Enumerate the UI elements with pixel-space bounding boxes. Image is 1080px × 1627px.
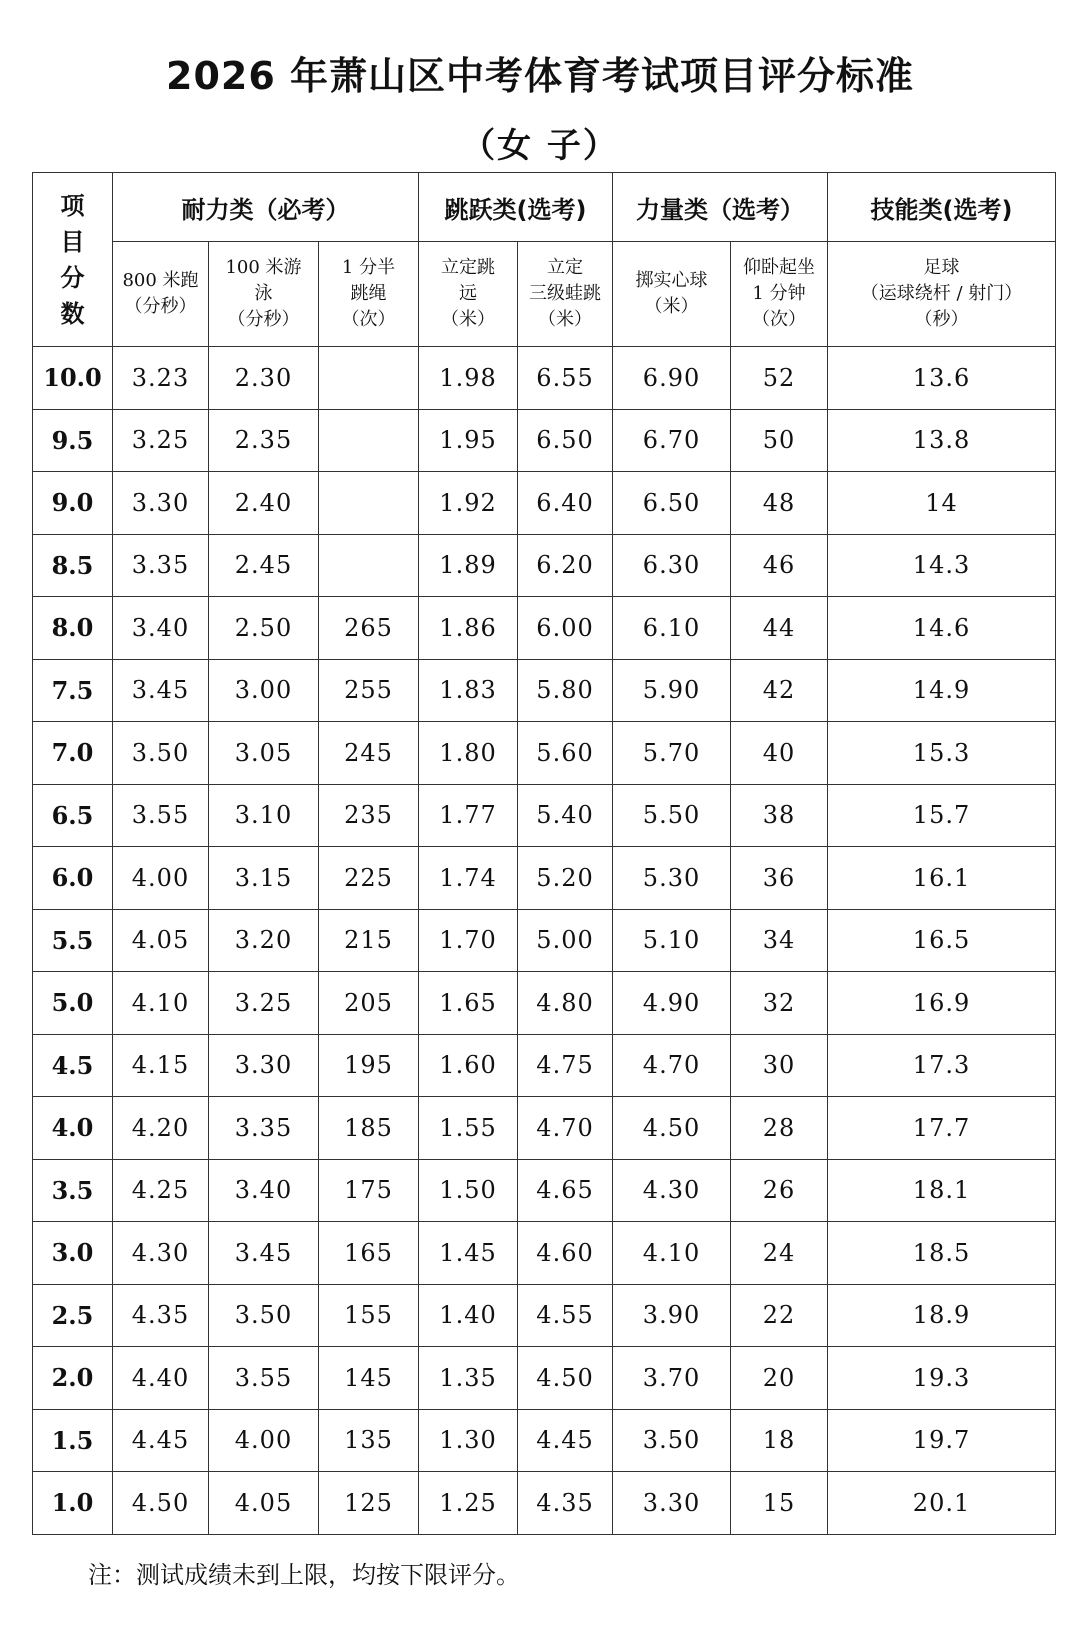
table-cell: 265 xyxy=(319,597,419,660)
header-col-sit-ups: 仰卧起坐 1 分钟 （次） xyxy=(731,242,828,347)
table-cell: 1.98 xyxy=(419,347,518,410)
table-cell: 175 xyxy=(319,1159,419,1222)
table-cell: 4.35 xyxy=(518,1472,613,1535)
row-score: 8.0 xyxy=(33,597,113,660)
row-score: 9.5 xyxy=(33,409,113,472)
table-cell: 3.30 xyxy=(613,1472,731,1535)
table-cell: 3.50 xyxy=(613,1409,731,1472)
row-score: 6.5 xyxy=(33,784,113,847)
row-score: 1.5 xyxy=(33,1409,113,1472)
table-cell: 4.05 xyxy=(113,909,209,972)
table-cell: 5.00 xyxy=(518,909,613,972)
table-cell: 1.80 xyxy=(419,722,518,785)
table-cell: 4.10 xyxy=(613,1222,731,1285)
row-score: 8.5 xyxy=(33,534,113,597)
table-row xyxy=(33,847,1056,910)
row-score: 9.0 xyxy=(33,472,113,535)
header-group-row xyxy=(33,173,1056,242)
table-cell: 3.25 xyxy=(209,972,319,1035)
table-cell: 1.55 xyxy=(419,1097,518,1160)
table-cell: 3.23 xyxy=(113,347,209,410)
table-cell: 205 xyxy=(319,972,419,1035)
table-cell: 6.40 xyxy=(518,472,613,535)
table-cell: 17.7 xyxy=(828,1097,1056,1160)
table-cell: 3.90 xyxy=(613,1284,731,1347)
table-cell: 4.90 xyxy=(613,972,731,1035)
table-cell: 3.10 xyxy=(209,784,319,847)
table-cell: 46 xyxy=(731,534,828,597)
table-cell: 15.3 xyxy=(828,722,1056,785)
table-cell: 14 xyxy=(828,472,1056,535)
table-row xyxy=(33,347,1056,410)
scoring-table xyxy=(32,172,1056,1535)
table-cell: 3.45 xyxy=(113,659,209,722)
table-cell: 16.9 xyxy=(828,972,1056,1035)
table-cell: 16.5 xyxy=(828,909,1056,972)
table-cell: 6.20 xyxy=(518,534,613,597)
table-cell: 15 xyxy=(731,1472,828,1535)
header-column-row xyxy=(33,242,1056,347)
table-cell: 155 xyxy=(319,1284,419,1347)
table-cell: 5.40 xyxy=(518,784,613,847)
table-cell: 6.55 xyxy=(518,347,613,410)
table-cell: 4.60 xyxy=(518,1222,613,1285)
table-row xyxy=(33,722,1056,785)
table-cell: 1.25 xyxy=(419,1472,518,1535)
table-cell: 4.45 xyxy=(518,1409,613,1472)
table-cell: 14.9 xyxy=(828,659,1056,722)
table-cell: 42 xyxy=(731,659,828,722)
table-cell xyxy=(319,347,419,410)
page-subtitle: （女 子） xyxy=(461,126,619,166)
table-cell: 5.10 xyxy=(613,909,731,972)
table-cell: 145 xyxy=(319,1347,419,1410)
table-cell: 1.70 xyxy=(419,909,518,972)
table-cell: 50 xyxy=(731,409,828,472)
table-row xyxy=(33,784,1056,847)
table-cell: 19.3 xyxy=(828,1347,1056,1410)
table-cell: 3.15 xyxy=(209,847,319,910)
table-cell: 255 xyxy=(319,659,419,722)
table-cell: 16.1 xyxy=(828,847,1056,910)
table-cell: 4.00 xyxy=(209,1409,319,1472)
table-row xyxy=(33,1222,1056,1285)
table-row xyxy=(33,1472,1056,1535)
header-col-football: 足球 （运球绕杆 / 射门） （秒） xyxy=(828,242,1056,347)
table-cell: 1.83 xyxy=(419,659,518,722)
row-score: 5.0 xyxy=(33,972,113,1035)
table-cell: 3.55 xyxy=(209,1347,319,1410)
table-row xyxy=(33,1347,1056,1410)
table-cell: 6.30 xyxy=(613,534,731,597)
table-cell: 13.8 xyxy=(828,409,1056,472)
table-cell: 4.50 xyxy=(113,1472,209,1535)
header-col-medicine-ball: 掷实心球 （米） xyxy=(613,242,731,347)
table-cell: 6.00 xyxy=(518,597,613,660)
table-cell: 28 xyxy=(731,1097,828,1160)
table-cell: 3.30 xyxy=(113,472,209,535)
table-cell: 4.50 xyxy=(518,1347,613,1410)
table-cell: 6.70 xyxy=(613,409,731,472)
table-row xyxy=(33,409,1056,472)
table-row xyxy=(33,597,1056,660)
table-cell xyxy=(319,472,419,535)
table-cell: 4.65 xyxy=(518,1159,613,1222)
table-cell: 4.50 xyxy=(613,1097,731,1160)
table-cell: 3.05 xyxy=(209,722,319,785)
table-cell: 1.92 xyxy=(419,472,518,535)
table-cell: 4.40 xyxy=(113,1347,209,1410)
header-col-triple-frog-jump: 立定 三级蛙跳 （米） xyxy=(518,242,613,347)
table-cell: 6.90 xyxy=(613,347,731,410)
table-cell: 18.9 xyxy=(828,1284,1056,1347)
table-cell: 3.70 xyxy=(613,1347,731,1410)
table-cell: 5.30 xyxy=(613,847,731,910)
table-row xyxy=(33,472,1056,535)
table-cell: 3.30 xyxy=(209,1034,319,1097)
table-cell: 4.35 xyxy=(113,1284,209,1347)
header-group-jump: 跳跃类(选考) xyxy=(419,173,613,242)
table-cell: 15.7 xyxy=(828,784,1056,847)
table-cell: 185 xyxy=(319,1097,419,1160)
header-group-skill: 技能类(选考) xyxy=(828,173,1056,242)
header-group-strength: 力量类（选考） xyxy=(613,173,828,242)
table-cell: 30 xyxy=(731,1034,828,1097)
table-row xyxy=(33,1284,1056,1347)
table-cell: 4.00 xyxy=(113,847,209,910)
table-cell: 3.50 xyxy=(209,1284,319,1347)
table-cell: 1.40 xyxy=(419,1284,518,1347)
table-row xyxy=(33,1034,1056,1097)
table-cell: 22 xyxy=(731,1284,828,1347)
row-score: 3.5 xyxy=(33,1159,113,1222)
table-cell: 5.50 xyxy=(613,784,731,847)
table-cell xyxy=(319,534,419,597)
table-cell: 235 xyxy=(319,784,419,847)
table-cell: 3.35 xyxy=(209,1097,319,1160)
table-cell: 19.7 xyxy=(828,1409,1056,1472)
table-cell: 24 xyxy=(731,1222,828,1285)
table-cell: 2.30 xyxy=(209,347,319,410)
table-cell: 6.50 xyxy=(613,472,731,535)
table-row xyxy=(33,1159,1056,1222)
table-cell: 2.35 xyxy=(209,409,319,472)
page-title: 2026 年萧山区中考体育考试项目评分标准 xyxy=(166,54,914,98)
table-cell: 2.40 xyxy=(209,472,319,535)
row-score: 7.5 xyxy=(33,659,113,722)
table-cell: 225 xyxy=(319,847,419,910)
table-cell: 18 xyxy=(731,1409,828,1472)
table-cell: 1.45 xyxy=(419,1222,518,1285)
table-cell: 4.75 xyxy=(518,1034,613,1097)
header-score-label-text: 项 目 分 数 xyxy=(60,191,85,328)
row-score: 3.0 xyxy=(33,1222,113,1285)
table-cell: 17.3 xyxy=(828,1034,1056,1097)
table-cell: 40 xyxy=(731,722,828,785)
table-cell: 20.1 xyxy=(828,1472,1056,1535)
table-cell: 4.05 xyxy=(209,1472,319,1535)
header-col-jump-rope: 1 分半 跳绳 （次） xyxy=(319,242,419,347)
row-score: 5.5 xyxy=(33,909,113,972)
table-cell: 4.80 xyxy=(518,972,613,1035)
header-col-100m-swim: 100 米游 泳 （分秒） xyxy=(209,242,319,347)
table-cell: 5.20 xyxy=(518,847,613,910)
table-cell: 4.30 xyxy=(613,1159,731,1222)
table-cell: 3.45 xyxy=(209,1222,319,1285)
table-cell: 4.70 xyxy=(518,1097,613,1160)
row-score: 7.0 xyxy=(33,722,113,785)
table-cell: 1.89 xyxy=(419,534,518,597)
table-cell: 18.1 xyxy=(828,1159,1056,1222)
table-cell: 165 xyxy=(319,1222,419,1285)
table-cell: 1.95 xyxy=(419,409,518,472)
table-cell: 3.00 xyxy=(209,659,319,722)
table-cell: 26 xyxy=(731,1159,828,1222)
table-cell: 3.55 xyxy=(113,784,209,847)
table-cell: 20 xyxy=(731,1347,828,1410)
table-row xyxy=(33,1409,1056,1472)
row-score: 2.5 xyxy=(33,1284,113,1347)
table-cell: 34 xyxy=(731,909,828,972)
table-cell: 1.65 xyxy=(419,972,518,1035)
table-cell xyxy=(319,409,419,472)
table-cell: 5.70 xyxy=(613,722,731,785)
table-cell: 6.10 xyxy=(613,597,731,660)
table-cell: 44 xyxy=(731,597,828,660)
table-cell: 4.20 xyxy=(113,1097,209,1160)
row-score: 1.0 xyxy=(33,1472,113,1535)
table-cell: 2.50 xyxy=(209,597,319,660)
table-cell: 14.6 xyxy=(828,597,1056,660)
table-row xyxy=(33,659,1056,722)
table-cell: 2.45 xyxy=(209,534,319,597)
table-cell: 3.40 xyxy=(209,1159,319,1222)
table-cell: 3.40 xyxy=(113,597,209,660)
row-score: 2.0 xyxy=(33,1347,113,1410)
table-cell: 195 xyxy=(319,1034,419,1097)
row-score: 4.0 xyxy=(33,1097,113,1160)
table-cell: 5.90 xyxy=(613,659,731,722)
header-score-label xyxy=(33,173,113,347)
table-cell: 4.55 xyxy=(518,1284,613,1347)
table-cell: 13.6 xyxy=(828,347,1056,410)
table-cell: 4.10 xyxy=(113,972,209,1035)
table-cell: 4.25 xyxy=(113,1159,209,1222)
table-cell: 18.5 xyxy=(828,1222,1056,1285)
table-cell: 5.60 xyxy=(518,722,613,785)
row-score: 6.0 xyxy=(33,847,113,910)
header-group-endurance: 耐力类（必考） xyxy=(113,173,419,242)
table-row xyxy=(33,1097,1056,1160)
table-cell: 1.60 xyxy=(419,1034,518,1097)
row-score: 4.5 xyxy=(33,1034,113,1097)
table-cell: 1.35 xyxy=(419,1347,518,1410)
table-cell: 4.30 xyxy=(113,1222,209,1285)
table-cell: 4.15 xyxy=(113,1034,209,1097)
table-cell: 3.20 xyxy=(209,909,319,972)
table-row xyxy=(33,972,1056,1035)
table-row xyxy=(33,534,1056,597)
footnote: 注：测试成绩未到上限，均按下限评分。 xyxy=(88,1561,520,1589)
table-cell: 125 xyxy=(319,1472,419,1535)
table-cell: 4.70 xyxy=(613,1034,731,1097)
table-row xyxy=(33,909,1056,972)
table-cell: 48 xyxy=(731,472,828,535)
table-cell: 5.80 xyxy=(518,659,613,722)
table-cell: 14.3 xyxy=(828,534,1056,597)
header-col-standing-long-jump: 立定跳 远 （米） xyxy=(419,242,518,347)
table-cell: 215 xyxy=(319,909,419,972)
table-cell: 1.77 xyxy=(419,784,518,847)
table-cell: 1.74 xyxy=(419,847,518,910)
table-cell: 38 xyxy=(731,784,828,847)
header-col-800m-run: 800 米跑 （分秒） xyxy=(113,242,209,347)
table-cell: 52 xyxy=(731,347,828,410)
table-cell: 32 xyxy=(731,972,828,1035)
table-cell: 1.50 xyxy=(419,1159,518,1222)
table-cell: 3.35 xyxy=(113,534,209,597)
table-cell: 4.45 xyxy=(113,1409,209,1472)
table-body xyxy=(33,347,1056,1535)
table-cell: 3.50 xyxy=(113,722,209,785)
table-cell: 245 xyxy=(319,722,419,785)
table-cell: 3.25 xyxy=(113,409,209,472)
row-score: 10.0 xyxy=(33,347,113,410)
table-cell: 135 xyxy=(319,1409,419,1472)
table-cell: 1.86 xyxy=(419,597,518,660)
table-cell: 36 xyxy=(731,847,828,910)
table-cell: 6.50 xyxy=(518,409,613,472)
table-cell: 1.30 xyxy=(419,1409,518,1472)
